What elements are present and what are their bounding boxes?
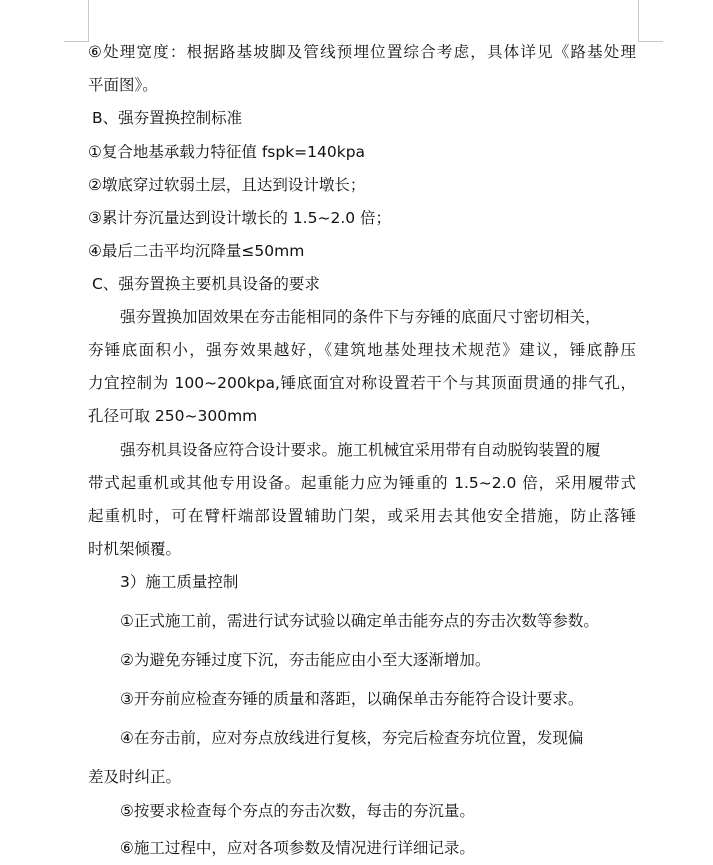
crop-mark-top-left bbox=[88, 0, 89, 42]
text-line: 带式起重机或其他专用设备。起重能力应为锤重的 1.5~2.0 倍，采用履带式 bbox=[88, 474, 636, 492]
text-line: 强夯机具设备应符合设计要求。施工机械宜采用带有自动脱钩装置的履 bbox=[120, 441, 601, 459]
text-line: ②墩底穿过软弱土层，且达到设计墩长； bbox=[88, 176, 366, 194]
text-line: 平面图》。 bbox=[88, 76, 158, 94]
crop-mark-top-left bbox=[64, 41, 89, 42]
text-line: ①正式施工前，需进行试夯试验以确定单击能夯点的夯击次数等参数。 bbox=[120, 612, 599, 630]
text-line: ③累计夯沉量达到设计墩长的 1.5~2.0 倍； bbox=[88, 209, 392, 227]
text-line: 孔径可取 250~300mm bbox=[88, 407, 258, 425]
text-line: ④最后二击平均沉降量≤50mm bbox=[88, 242, 305, 260]
text-line: ⑥处理宽度：根据路基坡脚及管线预埋位置综合考虑，具体详见《路基处理 bbox=[88, 43, 636, 61]
crop-mark-top-right bbox=[638, 0, 639, 42]
text-line: ⑥施工过程中，应对各项参数及情况进行详细记录。 bbox=[120, 839, 475, 857]
section-heading: B、强夯置换控制标准 bbox=[92, 109, 243, 127]
section-heading: C、强夯置换主要机具设备的要求 bbox=[92, 275, 320, 293]
text-line: ⑤按要求检查每个夯点的夯击次数，每击的夯沉量。 bbox=[120, 802, 475, 820]
text-line: ④在夯击前，应对夯点放线进行复核，夯完后检查夯坑位置，发现偏 bbox=[120, 729, 584, 747]
text-line: ①复合地基承载力特征值 fspk=140kpa bbox=[88, 143, 366, 161]
text-line: 差及时纠正。 bbox=[88, 768, 182, 786]
section-heading: 3）施工质量控制 bbox=[120, 573, 239, 591]
text-line: ③开夯前应检查夯锤的质量和落距，以确保单击夯能符合设计要求。 bbox=[120, 690, 584, 708]
text-line: 起重机时，可在臂杆端部设置辅助门架，或采用去其他安全措施，防止落锤 bbox=[88, 507, 636, 525]
text-line: 强夯置换加固效果在夯击能相同的条件下与夯锤的底面尺寸密切相关， bbox=[120, 308, 601, 326]
text-line: ②为避免夯锤过度下沉，夯击能应由小至大逐渐增加。 bbox=[120, 651, 491, 669]
text-line: 时机架倾覆。 bbox=[88, 540, 182, 558]
text-line: 力宜控制为 100~200kpa,锤底面宜对称设置若干个与其顶面贯通的排气孔， bbox=[88, 374, 636, 392]
text-line: 夯锤底面积小，强夯效果越好，《建筑地基处理技术规范》建议，锤底静压 bbox=[88, 341, 636, 359]
crop-mark-top-right bbox=[638, 41, 663, 42]
